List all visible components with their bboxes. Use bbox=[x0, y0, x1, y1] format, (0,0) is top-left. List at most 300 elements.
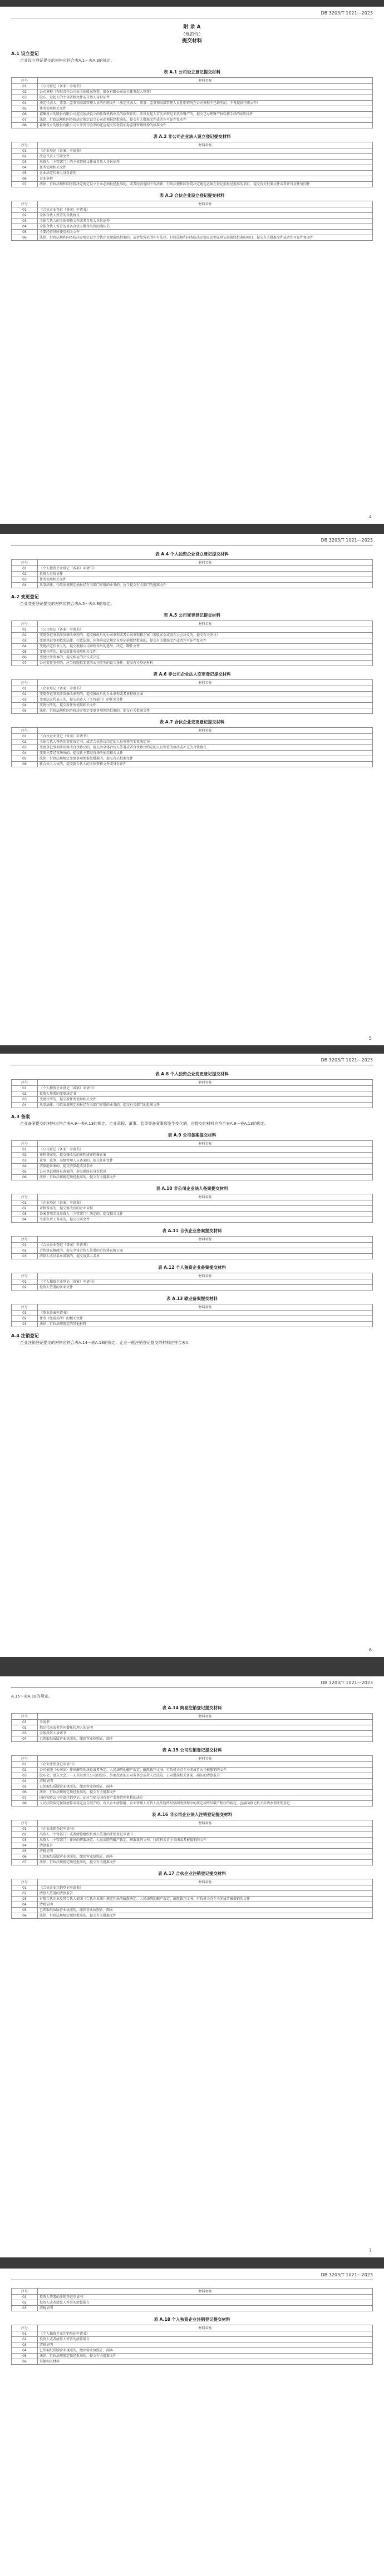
table-row bbox=[12, 224, 373, 230]
row-number: 02 bbox=[12, 1091, 38, 1097]
page-content bbox=[11, 1071, 373, 1346]
materials-table bbox=[11, 727, 373, 767]
material-name: 已领取纸质版营业执照的，缴回营业执照正、副本 bbox=[38, 1854, 373, 1860]
material-name: 清税证明 bbox=[38, 1902, 373, 1908]
table-row bbox=[12, 1164, 373, 1169]
material-name: 法律、行政法规和国务院决定规定设立企业必须报经批准的，或者经营范围中有法律、行政法规和国务院决定规定必须在登记前报经批准的项目，提交有关批准文件或者许可证件复印件 bbox=[38, 182, 373, 187]
table-row bbox=[12, 1158, 373, 1164]
materials-table bbox=[11, 2288, 373, 2311]
table-header-row bbox=[12, 1304, 373, 1311]
table-header-row bbox=[12, 560, 373, 566]
column-header-name: 材料名称 bbox=[38, 142, 373, 148]
material-name: 人民法院裁定强制清算或裁定宣告破产的，有关企业清算组、企业管理人可持人民法院终结强制清算程序的裁定或终结破产程序的裁定，直接向登记机关申请办理注销登记 bbox=[38, 1801, 373, 1806]
column-header-no: 序号 bbox=[12, 560, 38, 566]
table-row bbox=[12, 2337, 373, 2342]
material-name: 投资人签署的备案文件 bbox=[38, 1285, 373, 1291]
table-row bbox=[12, 1175, 373, 1180]
table-row bbox=[12, 2359, 373, 2365]
row-number: 03 bbox=[12, 219, 38, 224]
table-row bbox=[12, 1147, 373, 1153]
table-row bbox=[12, 751, 373, 756]
table-row bbox=[12, 2354, 373, 2359]
material-name: 投资人签署的注销登记申请书 bbox=[38, 2295, 373, 2300]
material-name: 《合伙企业注销登记申请书》 bbox=[38, 1885, 373, 1891]
row-number: 01 bbox=[12, 84, 38, 90]
appendix-title: 附 录 A bbox=[183, 24, 201, 30]
row-number: 07 bbox=[12, 117, 38, 123]
row-number: 02 bbox=[12, 2337, 38, 2342]
page-number: 5 bbox=[368, 1036, 372, 1041]
row-number: 03 bbox=[12, 2342, 38, 2348]
table-row bbox=[12, 655, 373, 661]
column-header-name: 材料名称 bbox=[38, 1273, 373, 1279]
table-title: 表 A.16 非公司企业法人注销登记提交材料 bbox=[151, 1812, 233, 1817]
row-number: 07 bbox=[12, 182, 38, 187]
row-number: 02 bbox=[12, 1206, 38, 1212]
table-row bbox=[12, 1097, 373, 1103]
materials-table bbox=[11, 77, 373, 128]
row-number: 02 bbox=[12, 1153, 38, 1158]
table-row bbox=[12, 1768, 373, 1773]
materials-table bbox=[11, 559, 373, 588]
table-row bbox=[12, 734, 373, 739]
table-title: 表 A.13 歇业备案提交材料 bbox=[166, 1296, 218, 1301]
material-name: 住所使用相关文件 bbox=[38, 577, 373, 583]
material-name: 法律、行政法规和国务院决定规定变更事项须经批准的，提交有关批准文件 bbox=[38, 708, 373, 714]
material-name: 主要负责人备案的，提交任职文件 bbox=[38, 1217, 373, 1223]
column-header-no: 序号 bbox=[12, 1820, 38, 1826]
row-number: 05 bbox=[12, 230, 38, 235]
material-name: 法律、行政法规规定须经批准的，提交有关批准文件 bbox=[38, 1790, 373, 1795]
row-number: 05 bbox=[12, 1169, 38, 1175]
section-heading: A.2 变更登记 bbox=[11, 594, 39, 599]
material-name: 全体投资人承诺书 bbox=[38, 1731, 373, 1736]
materials-table bbox=[11, 1820, 373, 1865]
row-number: 03 bbox=[12, 697, 38, 703]
table-row bbox=[12, 2348, 373, 2354]
row-number: 06 bbox=[12, 176, 38, 182]
material-name: 《个人独资企业注销登记申请书》 bbox=[38, 2331, 373, 2337]
table-header-row bbox=[12, 621, 373, 627]
material-name: 章程备案的，提交修改后的章程或章程修正案 bbox=[38, 1153, 373, 1158]
section-heading: A.3 备案 bbox=[11, 1114, 30, 1119]
row-number: 03 bbox=[12, 1838, 38, 1843]
row-number: 03 bbox=[12, 1212, 38, 1217]
material-name: 募集设立的股份有限公司公开发行股票的还应提交国务院证券监督管理机构的核准文件 bbox=[38, 123, 373, 128]
material-name: 公司变更类型的，应当按照拟变更的公司类型的设立条件，提交有关登记材料 bbox=[38, 661, 373, 666]
row-number: 03 bbox=[12, 1731, 38, 1736]
table-title: 表 A.2 非公司企业法人设立登记提交材料 bbox=[153, 134, 231, 139]
column-header-no: 序号 bbox=[12, 78, 38, 84]
section-heading: A.4 注销登记 bbox=[11, 1333, 39, 1338]
material-name: 变更法定代表人的，提交出资人（主管部门）的任免文件 bbox=[38, 697, 373, 703]
material-name: 已领取纸质版营业执照的，缴回营业执照正、副本 bbox=[38, 1784, 373, 1790]
column-header-no: 序号 bbox=[12, 1879, 38, 1885]
table-row bbox=[12, 1153, 373, 1158]
table-header-row bbox=[12, 1194, 373, 1200]
table-row bbox=[12, 644, 373, 649]
material-name: 清税证明 bbox=[38, 1779, 373, 1784]
row-number: 05 bbox=[12, 106, 38, 112]
material-name: 住所（经营场所）的相关文件 bbox=[38, 1316, 373, 1322]
table-header-row bbox=[12, 1879, 373, 1885]
material-name: 主要经营场所使用相关文件 bbox=[38, 230, 373, 235]
row-number: 07 bbox=[12, 1860, 38, 1865]
material-name: 清税证明 bbox=[38, 2306, 373, 2311]
column-header-name: 材料名称 bbox=[38, 1141, 373, 1147]
table-row bbox=[12, 1838, 373, 1843]
row-number: 04 bbox=[12, 1164, 38, 1169]
material-name: 住所使用相关文件 bbox=[38, 165, 373, 171]
row-number: 02 bbox=[12, 213, 38, 219]
material-name: 法律、行政法规和国务院决定规定设立合伙企业须报经批准的，或者经营范围中有法律、行政法规和国务院决定规定必须在登记前报经批准的项目，提交有关批准文件或者许可证件复印件 bbox=[38, 235, 373, 241]
table-row bbox=[12, 627, 373, 633]
material-name: 国有独资公司申请注销登记，还应当提交国有资产监督管理机构的决定 bbox=[38, 1795, 373, 1801]
material-name: 法律、行政法规规定须经批准的，提交有关批准文件 bbox=[38, 1175, 373, 1180]
table-row bbox=[12, 1206, 373, 1212]
row-number: 04 bbox=[12, 1902, 38, 1908]
material-name: 《合伙企业登记（备案）申请书》 bbox=[38, 734, 373, 739]
material-name: 《企业注销登记申请书》 bbox=[38, 1826, 373, 1832]
row-number: 07 bbox=[12, 661, 38, 666]
table-row bbox=[12, 692, 373, 697]
table-row bbox=[12, 1200, 373, 1206]
table-row bbox=[12, 1279, 373, 1285]
row-number: 05 bbox=[12, 756, 38, 762]
table-row bbox=[12, 176, 373, 182]
table-row bbox=[12, 1891, 373, 1897]
column-header-name: 材料名称 bbox=[38, 201, 373, 207]
table-header-row bbox=[12, 201, 373, 207]
table-row bbox=[12, 1908, 373, 1913]
table-title: 表 A.14 简易注销登记提交材料 bbox=[162, 1705, 222, 1710]
table-row bbox=[12, 577, 373, 583]
row-number: 01 bbox=[12, 1147, 38, 1153]
table-row bbox=[12, 1897, 373, 1902]
materials-table bbox=[11, 2325, 373, 2365]
row-number: 06 bbox=[12, 1790, 38, 1795]
row-number: 02 bbox=[12, 692, 38, 697]
row-number: 04 bbox=[12, 703, 38, 708]
material-name: 《合伙企业登记（备案）申请书》 bbox=[38, 207, 373, 213]
table-row bbox=[12, 1826, 373, 1832]
table-row bbox=[12, 739, 373, 745]
material-name: 合伙协议修改的，提交全体合伙人签署的合伙协议修正案 bbox=[38, 1248, 373, 1254]
material-name: 《公司登记（备案）申请书》 bbox=[38, 627, 373, 633]
table-row bbox=[12, 649, 373, 655]
material-name: 申请书 bbox=[38, 1720, 373, 1725]
table-row bbox=[12, 686, 373, 692]
row-number: 01 bbox=[12, 1762, 38, 1768]
table-row bbox=[12, 1913, 373, 1919]
table-header-row bbox=[12, 2325, 373, 2331]
material-name: 法律、行政法规规定须经批准的，提交有关批准文件 bbox=[38, 1860, 373, 1865]
column-header-no: 序号 bbox=[12, 1714, 38, 1720]
row-number: 01 bbox=[12, 1826, 38, 1832]
material-name: 章程备案的，提交修改后的企业章程 bbox=[38, 1206, 373, 1212]
table-row bbox=[12, 101, 373, 106]
table-title: 表 A.11 合伙企业备案提交材料 bbox=[162, 1228, 222, 1233]
material-name: 法律、行政法规规定须经批准的，提交有关批准文件 bbox=[38, 2354, 373, 2359]
paragraph: 企业备案提交的材料应符合表A.9～表A.13的规定。企业章程、董事、监事等备案事项发生变化的，应提交的材料应符合表A.9～表A.13的规定。 bbox=[20, 1121, 269, 1126]
material-name: 变更主要经营场所的，提交新主要经营场所使用相关文件 bbox=[38, 751, 373, 756]
table-title: 表 A.4 个人独资企业设立登记提交材料 bbox=[155, 552, 229, 557]
material-name: 出资人（主管部门）作出的解散决定，人民法院的破产裁定、解散裁判文书，行政机关责令关闭或者被撤销的文件 bbox=[38, 1838, 373, 1843]
row-number: 05 bbox=[12, 649, 38, 655]
table-title: 表 A.5 公司变更登记提交材料 bbox=[164, 613, 220, 618]
row-number: 01 bbox=[12, 1243, 38, 1248]
table-title: 表 A.6 非公司企业法人变更登记提交材料 bbox=[153, 672, 231, 677]
column-header-name: 材料名称 bbox=[38, 1756, 373, 1762]
table-row bbox=[12, 235, 373, 241]
material-name: 《个人独资企业登记（备案）申请书》 bbox=[38, 566, 373, 572]
table-row bbox=[12, 1832, 373, 1838]
table-row bbox=[12, 1849, 373, 1854]
row-number: 06 bbox=[12, 762, 38, 767]
table-row bbox=[12, 1322, 373, 1327]
material-name: 全体合伙人签署的合伙协议 bbox=[38, 213, 373, 219]
material-name: 指定代表或者共同委托代理人的证明 bbox=[38, 1725, 373, 1731]
material-name: 出资人（主管部门）的主体资格文件或自然人身份证件 bbox=[38, 160, 373, 165]
material-name: 投资人签署的变更决定书 bbox=[38, 1091, 373, 1097]
table-row bbox=[12, 230, 373, 235]
row-number: 02 bbox=[12, 90, 38, 95]
material-name: 有限合伙企业及其合伙人依照《合伙企业法》规定作出的解散决定，人民法院的破产裁定、解散裁判文书，行政机关责令关闭或者被撤销的文件 bbox=[38, 1897, 373, 1902]
table-row bbox=[12, 182, 373, 187]
material-name: 《个人独资企业登记（备案）申请书》 bbox=[38, 1279, 373, 1285]
row-number: 01 bbox=[12, 1885, 38, 1891]
row-number: 06 bbox=[12, 235, 38, 241]
material-name: 清算报告 bbox=[38, 1843, 373, 1849]
document-page bbox=[0, 1676, 384, 2257]
row-number: 04 bbox=[12, 2348, 38, 2354]
row-number: 01 bbox=[12, 1720, 38, 1725]
table-row bbox=[12, 1860, 373, 1865]
table-header-row bbox=[12, 1820, 373, 1826]
document-page bbox=[0, 2269, 384, 2576]
row-number: 02 bbox=[12, 1725, 38, 1731]
table-row bbox=[12, 148, 373, 154]
material-name: 从事法律、行政法规规定须报经有关部门审批的业务的，应当提交有关部门的批准文件 bbox=[38, 583, 373, 588]
paragraph: 企业注销登记提交的材料应符合表A.14～表A.18的规定。企业一般注销登记提交的材料应符合表A. bbox=[20, 1341, 190, 1345]
page-content bbox=[11, 551, 373, 767]
page-header: DB 3203/T 1021—2023 bbox=[321, 1058, 373, 1063]
table-row bbox=[12, 2342, 373, 2348]
row-number: 02 bbox=[12, 1285, 38, 1291]
table-title: 表 A.15 公司注销登记提交材料 bbox=[162, 1748, 222, 1753]
material-name: 法律、行政法规和国务院决定规定设立公司必须报经批准的，提交有关批准文件或者许可证件复印件 bbox=[38, 117, 373, 123]
materials-table bbox=[11, 1140, 373, 1180]
table-title: 表 A.8 个人独资企业变更登记提交材料 bbox=[155, 1071, 229, 1076]
row-number: 01 bbox=[12, 734, 38, 739]
row-number: 04 bbox=[12, 583, 38, 588]
row-number: 01 bbox=[12, 2331, 38, 2337]
row-number: 01 bbox=[12, 1279, 38, 1285]
document-page bbox=[0, 1054, 384, 1657]
column-header-name: 材料名称 bbox=[38, 78, 373, 84]
row-number: 02 bbox=[12, 572, 38, 577]
row-number: 06 bbox=[12, 1175, 38, 1180]
column-header-name: 材料名称 bbox=[38, 2325, 373, 2331]
table-row bbox=[12, 708, 373, 714]
column-header-no: 序号 bbox=[12, 1237, 38, 1243]
row-number: 02 bbox=[12, 633, 38, 638]
material-name: 从事法律、行政法规规定须报经有关部门审批的业务的，提交有关部门的批准文件 bbox=[38, 1103, 373, 1108]
table-row bbox=[12, 106, 373, 112]
table-row bbox=[12, 756, 373, 762]
table-row bbox=[12, 90, 373, 95]
table-title: 表 A.12 个人独资企业备案提交材料 bbox=[158, 1265, 226, 1270]
table-header-row bbox=[12, 1756, 373, 1762]
material-name: 住所使用相关文件 bbox=[38, 106, 373, 112]
column-header-no: 序号 bbox=[12, 1304, 38, 1311]
row-number: 06 bbox=[12, 112, 38, 117]
row-number: 04 bbox=[12, 751, 38, 756]
row-number: 05 bbox=[12, 171, 38, 176]
table-row bbox=[12, 1773, 373, 1779]
row-number: 04 bbox=[12, 1843, 38, 1849]
page-header: DB 3203/T 1021—2023 bbox=[321, 538, 373, 543]
material-name: 变更住所的，提交新住所使用相关文件 bbox=[38, 649, 373, 655]
table-row bbox=[12, 1854, 373, 1860]
appendix-subtitle: （规范性） bbox=[181, 32, 203, 37]
table-row bbox=[12, 1212, 373, 1217]
row-number: 06 bbox=[12, 1913, 38, 1919]
table-title: 表 A.17 合伙企业注销登记提交材料 bbox=[158, 1871, 226, 1876]
table-title: 表 A.10 非公司企业法人备案提交材料 bbox=[156, 1186, 228, 1191]
material-name: 清算人成员名单备案的，提交清算人名单 bbox=[38, 1254, 373, 1259]
table-row bbox=[12, 703, 373, 708]
row-number: 03 bbox=[12, 160, 38, 165]
appendix-title: 提交材料 bbox=[181, 38, 202, 44]
material-name: 《合伙企业登记（备案）申请书》 bbox=[38, 1243, 373, 1248]
row-number: 04 bbox=[12, 101, 38, 106]
paragraph: 企业设立登记提交的材料应符合表A.1～表A.3的规定。 bbox=[20, 58, 115, 63]
row-number: 02 bbox=[12, 1316, 38, 1322]
column-header-name: 材料名称 bbox=[38, 1304, 373, 1311]
table-header-row bbox=[12, 1141, 373, 1147]
row-number: 05 bbox=[12, 1784, 38, 1790]
table-header-row bbox=[12, 1080, 373, 1086]
column-header-no: 序号 bbox=[12, 1273, 38, 1279]
row-number: 07 bbox=[12, 1795, 38, 1801]
materials-table bbox=[11, 679, 373, 714]
table-title: 表 A.7 合伙企业变更登记提交材料 bbox=[159, 719, 225, 724]
column-header-no: 序号 bbox=[12, 1141, 38, 1147]
table-row bbox=[12, 160, 373, 165]
table-row bbox=[12, 2331, 373, 2337]
header-rule bbox=[11, 1687, 373, 1688]
page-number: 6 bbox=[368, 1647, 372, 1652]
table-row bbox=[12, 583, 373, 588]
column-header-name: 材料名称 bbox=[38, 680, 373, 686]
table-row bbox=[12, 566, 373, 572]
material-name: 公司登记联络员备案的，提交联络员身份信息 bbox=[38, 1169, 373, 1175]
document-page bbox=[0, 534, 384, 1045]
material-name: 股东会、股东大会、一人有限责任公司的股东、外商投资的公司董事会或者人民法院、公司批准机关备案、确认的清算报告 bbox=[38, 1773, 373, 1779]
row-number: 03 bbox=[12, 1322, 38, 1327]
materials-table bbox=[11, 142, 373, 187]
column-header-no: 序号 bbox=[12, 1194, 38, 1200]
table-row bbox=[12, 1736, 373, 1742]
column-header-name: 材料名称 bbox=[38, 1820, 373, 1826]
material-name: 《企业登记（备案）申请书》 bbox=[38, 148, 373, 154]
materials-table bbox=[11, 1755, 373, 1806]
page-content bbox=[11, 24, 373, 241]
table-row bbox=[12, 1091, 373, 1097]
material-name: 已领取纸质版营业执照的，缴回营业执照正、副本 bbox=[38, 1736, 373, 1742]
table-row bbox=[12, 1725, 373, 1731]
material-name: 法律、行政法规规定变更事项须报经批准的，提交有关批准文件 bbox=[38, 756, 373, 762]
material-name: 《企业登记（备案）申请书》 bbox=[38, 686, 373, 692]
column-header-name: 材料名称 bbox=[38, 1879, 373, 1885]
table-row bbox=[12, 1784, 373, 1790]
table-row bbox=[12, 1795, 373, 1801]
table-row bbox=[12, 1169, 373, 1175]
row-number: 01 bbox=[12, 566, 38, 572]
row-number: 03 bbox=[12, 745, 38, 751]
material-name: 变更住所的，提交新住所使用相关文件 bbox=[38, 1097, 373, 1103]
table-row bbox=[12, 165, 373, 171]
materials-table bbox=[11, 1273, 373, 1291]
row-number: 02 bbox=[12, 739, 38, 745]
table-row bbox=[12, 1762, 373, 1768]
material-name: 投资人身份证件 bbox=[38, 572, 373, 577]
column-header-name: 材料名称 bbox=[38, 621, 373, 627]
materials-table bbox=[11, 1194, 373, 1223]
material-name: 法定代表人任职文件 bbox=[38, 154, 373, 160]
column-header-no: 序号 bbox=[12, 2325, 38, 2331]
table-header-row bbox=[12, 2289, 373, 2295]
material-name: 投资人或者清算人签署的清算报告 bbox=[38, 2337, 373, 2342]
table-row bbox=[12, 171, 373, 176]
row-number: 03 bbox=[12, 638, 38, 644]
table-title: 表 A.18 个人独资企业注销登记提交材料 bbox=[154, 2317, 230, 2322]
material-name: 变更登记事项涉及修改合伙协议的，提交由全体合伙人签署或者合伙协议约定的人员签署的修改或补充的合伙协议 bbox=[38, 745, 373, 751]
column-header-name: 材料名称 bbox=[38, 1714, 373, 1720]
material-name: 《企业登记（备案）申请书》 bbox=[38, 1200, 373, 1206]
column-header-no: 序号 bbox=[12, 680, 38, 686]
row-number: 06 bbox=[12, 1854, 38, 1860]
table-row bbox=[12, 745, 373, 751]
table-header-row bbox=[12, 680, 373, 686]
page-number: 4 bbox=[368, 514, 372, 519]
row-number: 04 bbox=[12, 644, 38, 649]
table-header-row bbox=[12, 728, 373, 734]
material-name: 法律、行政法规规定的其他材料 bbox=[38, 1322, 373, 1327]
table-row bbox=[12, 1217, 373, 1223]
material-name: 法定代表人、董事、监事和高级管理人员的任职文件（法定代表人、董事、监事和高级管理人员任职情况在公司章程中已载明的，不再提供任职文件） bbox=[38, 101, 373, 106]
material-name: 已领取纸质版营业执照的，缴回营业执照正、副本 bbox=[38, 1908, 373, 1913]
row-number: 03 bbox=[12, 577, 38, 583]
page-number: 7 bbox=[368, 2248, 372, 2253]
page-content bbox=[11, 1694, 373, 1919]
table-header-row bbox=[12, 1714, 373, 1720]
row-number: 08 bbox=[12, 123, 38, 128]
paragraph: A.15～表A.18的规定。 bbox=[11, 1694, 52, 1699]
material-name: 全体合伙人签署的对各合伙人缴付出资的确认书 bbox=[38, 224, 373, 230]
table-row bbox=[12, 1243, 373, 1248]
page-content bbox=[11, 2286, 373, 2365]
material-name: 公司章程（有限责任公司由全体股东签署，股份有限公司由全体发起人签署） bbox=[38, 90, 373, 95]
table-row bbox=[12, 697, 373, 703]
row-number: 01 bbox=[12, 686, 38, 692]
row-number: 03 bbox=[12, 95, 38, 101]
table-row bbox=[12, 84, 373, 90]
table-header-row bbox=[12, 78, 373, 84]
row-number: 01 bbox=[12, 148, 38, 154]
table-row bbox=[12, 2300, 373, 2306]
